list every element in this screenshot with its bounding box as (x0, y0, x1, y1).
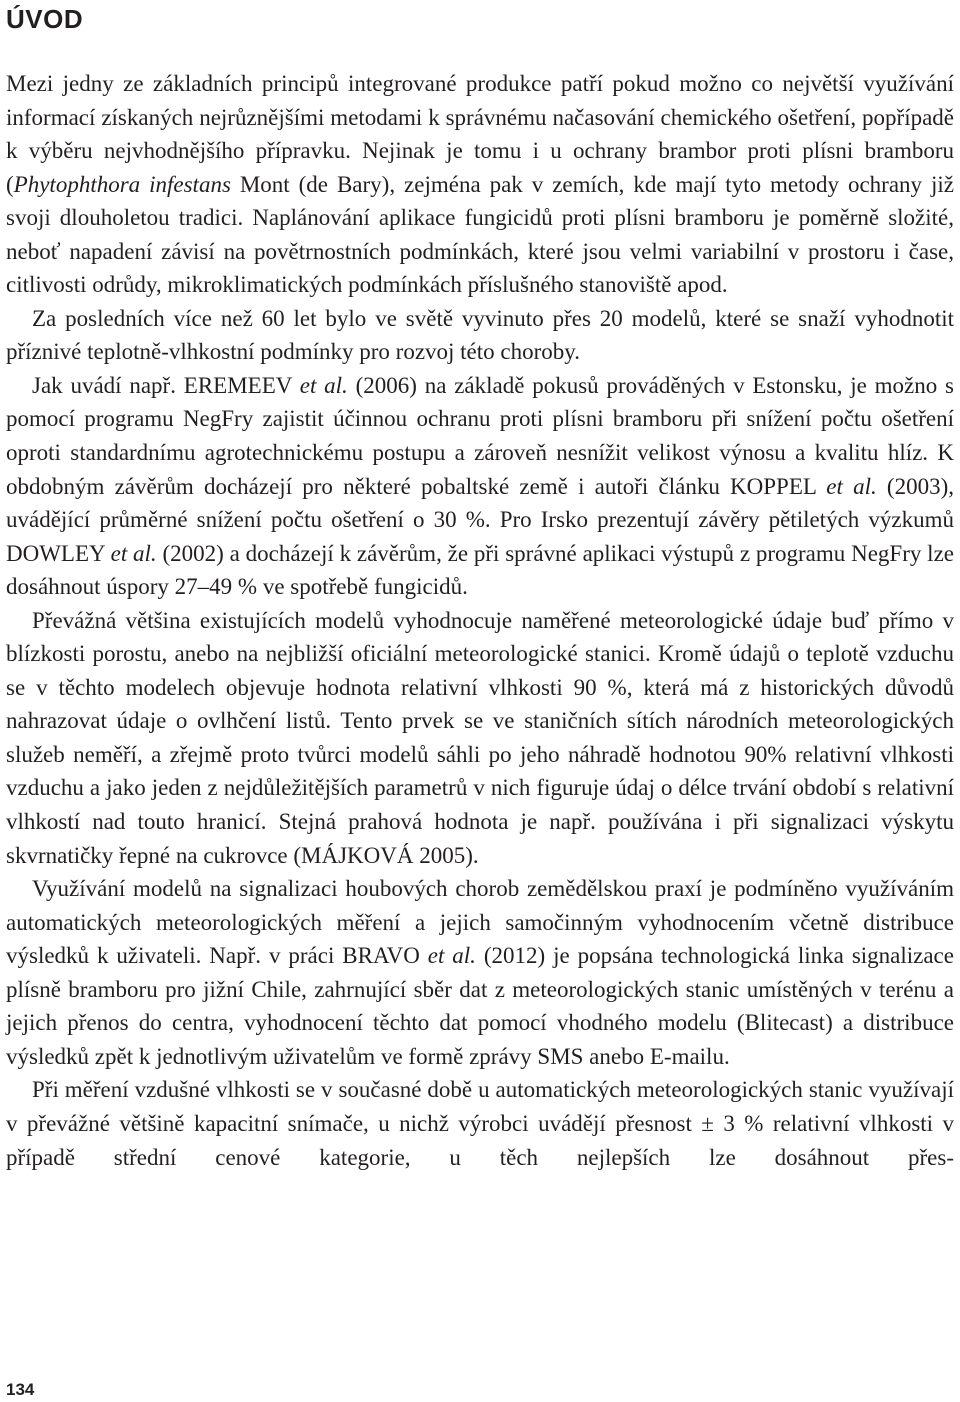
text-run: Využívání modelů na signalizaci houbových chorob zemědělskou praxí je podmíněno využíváním automatických meteorologických měření a jejich samočinným vyhodnocením včetně distribuce výsledků k uživateli. Např. v práci BRAVO (6, 876, 954, 969)
text-run: Mezi jedny ze základních principů integrované produkce patří pokud možno co největší využívání informací získaných nejrůznějšími metodami k správnému načasování chemického ošetření, popřípadě k výběru nejvhodnějšího přípravku. Nejinak je tomu i u ochrany brambor proti plísni bramboru ( (6, 71, 954, 197)
text-run: Převážná většina existujících modelů vyhodnocuje naměřené meteorologické údaje buď přímo v blízkosti porostu, anebo na nejbližší oficiální meteorologické stanici. Kromě údajů o teplotě vzduchu se v těchto modelech objevuje hodnota relativní vlhkosti 90 %, která má z historických důvodů nahrazovat údaje o ovlhčení listů. Tento prvek se ve staničních sítích národních meteorologických služeb neměří, a zřejmě proto tvůrci modelů sáhli po jeho náhradě hodnotou 90% relativní vlhkosti vzduchu a jako jeden z nejdůležitějších parametrů v nich figuruje údaj o délce trvání období s relativní vlhkostí nad touto hranicí. Stejná prahová hodnota je např. používána i při signalizaci výskytu skvrnatičky řepné na cukrovce (MÁJKOVÁ 2005). (6, 607, 954, 868)
page-number: 134 (6, 1380, 35, 1399)
text-run: Mont (de Bary), zejména pak v zemích, kde mají tyto metody ochrany již svoji dlouholetou tradici. Naplánování aplikace fungicidů proti plísni bramboru je poměrně složité, neboť napadení závisí na povětrnostních podmínkách, které jsou velmi variabilní v prostoru i čase, citlivosti odrůdy, mikroklimatických podmínkách příslušného stanoviště apod. (6, 171, 954, 298)
paragraph-models-count (6, 302, 954, 369)
text-run: (2006) na základě pokusů prováděných v Estonsku, je možno s pomocí programu NegFry zajistit účinnou ochranu proti plísni bramboru při snížení počtu ošetření oproti standardnímu agrotechnickému postupu a zároveň nesnížit velikost výnosu a kvalitu hlíz. K obdobným závěrům docházejí pro některé pobaltské země i autoři článku KOPPEL (6, 372, 954, 499)
text-run: (2003), uvádějící průměrné snížení počtu ošetření o 30 %. Pro Irsko prezentují závěry pětiletých výzkumů DOWLEY (6, 473, 954, 566)
text-run: (2012) je popsána technologická linka signalizace plísně bramboru pro jižní Chile, zahrnující sběr dat z meteorologických stanic umístěných v terénu a jejich přenos do centra, vyhodnocení těchto dat pomocí vhodného modelu (Blitecast) a distribuce výsledků zpět k jednotlivým uživatelům ve formě zprávy SMS anebo E-mailu. (6, 943, 954, 1069)
species-name: Phytophthora infestans (13, 171, 231, 197)
citation-et-al: et al. (299, 372, 348, 398)
text-run: Za posledních více než 60 let bylo ve světě vyvinuto přes 20 modelů, které se snaží vyhodnotit příznivé teplotně-vlhkostní podmínky pro rozvoj této choroby. (6, 305, 954, 365)
text-run: (2002) a docházejí k závěrům, že při správné aplikaci výstupů z programu NegFry lze dosáhnout úspory 27–49 % ve spotřebě fungicidů. (6, 540, 954, 600)
paragraph-intro (6, 67, 954, 302)
paragraph-humidity-threshold (6, 604, 954, 872)
text-run: Jak uvádí např. EREMEEV (32, 372, 300, 398)
citation-et-al: et al. (826, 473, 877, 499)
text-run: Při měření vzdušné vlhkosti se v současné době u automatických meteorologických stanic využívají v převážné většině kapacitní snímače, u nichž výrobci uvádějí přesnost ± 3 % relativní vlhkosti v případě střední cenové kategorie, u těch nejlepších lze dosáhnout přes- (6, 1077, 954, 1170)
paragraph-humidity-sensors (6, 1073, 954, 1174)
paragraph-negfry-studies (6, 369, 954, 604)
paragraph-automatic-measurements (6, 872, 954, 1073)
citation-et-al: et al. (110, 540, 157, 566)
section-heading: ÚVOD (6, 4, 84, 34)
body-text (6, 67, 954, 1174)
citation-et-al: et al. (427, 943, 476, 969)
